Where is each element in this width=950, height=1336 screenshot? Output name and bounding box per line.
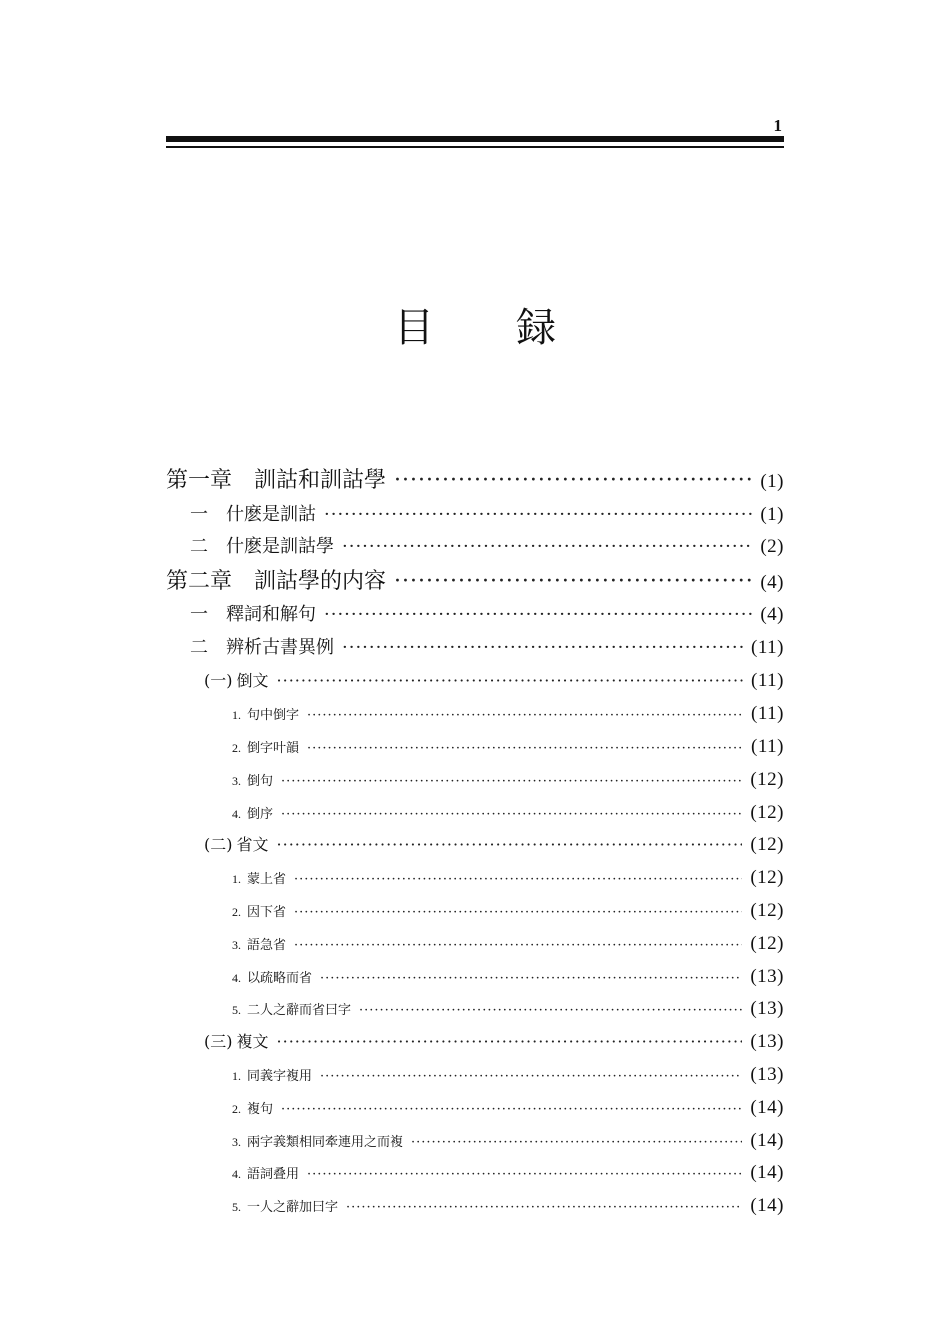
toc-title: 句中倒字 [247, 708, 300, 723]
toc-number: 一 [190, 604, 208, 625]
toc-entry [232, 1095, 784, 1121]
toc-page: (13) [750, 1064, 784, 1085]
dot-leader [394, 466, 752, 496]
toc-page: (14) [750, 1097, 784, 1118]
toc-entry [190, 501, 784, 529]
toc-page: (4) [760, 572, 784, 593]
toc-title: 什麽是訓詁 [226, 504, 316, 525]
toc-title: 辨析古書異例 [226, 637, 334, 658]
toc-entry [232, 1128, 784, 1154]
toc-number: 4. [232, 807, 241, 821]
toc-number: 5. [232, 1003, 241, 1017]
toc-title: 蒙上省 [247, 872, 287, 887]
dot-leader [307, 1162, 742, 1186]
toc-page: (11) [751, 637, 784, 658]
dot-leader [277, 832, 743, 858]
toc-number: 第二章 [166, 569, 233, 594]
toc-title: 同義字複用 [247, 1069, 313, 1084]
toc-entry [232, 701, 784, 727]
toc-entry [232, 767, 784, 793]
toc-number: 1. [232, 708, 241, 722]
toc-number: 2. [232, 1102, 241, 1116]
dot-leader [281, 1097, 742, 1121]
dot-leader [307, 703, 743, 727]
toc-page: (11) [751, 670, 784, 691]
toc-number: (二) [204, 835, 233, 854]
toc-entry [204, 1029, 784, 1055]
toc-page: (12) [750, 769, 784, 790]
dot-leader [342, 533, 752, 561]
toc-page: (12) [750, 802, 784, 823]
dot-leader [281, 769, 742, 793]
toc-page: (12) [750, 900, 784, 921]
toc-page: (12) [750, 867, 784, 888]
toc-entry [232, 1062, 784, 1088]
toc-page: (14) [750, 1162, 784, 1183]
toc-title: 倒字叶韻 [247, 741, 300, 756]
dot-leader [324, 601, 752, 629]
toc-page: (13) [750, 998, 784, 1019]
toc-title: 語急省 [247, 938, 287, 953]
toc-number: 3. [232, 1135, 241, 1149]
dot-leader [294, 900, 742, 924]
toc-entry [232, 931, 784, 957]
toc-number: 5. [232, 1200, 241, 1214]
page-title-char-1: 目 [394, 305, 434, 351]
toc-page: (1) [760, 471, 784, 492]
toc-number: 1. [232, 1069, 241, 1083]
toc-title: 訓詁和訓詁學 [254, 468, 387, 493]
toc-page: (14) [750, 1130, 784, 1151]
toc-entry [166, 466, 784, 496]
toc-page: (13) [750, 1031, 784, 1052]
dot-leader [307, 736, 743, 760]
dot-leader [294, 867, 742, 891]
toc-title: 因下省 [247, 905, 287, 920]
toc-title: 以疏略而省 [247, 971, 313, 986]
toc-number: 二 [190, 637, 208, 658]
toc-number: 二 [190, 536, 208, 557]
toc-entry [190, 601, 784, 629]
toc-title: 倒文 [236, 671, 269, 690]
toc-entry [232, 865, 784, 891]
dot-leader [394, 567, 752, 597]
toc-page: (14) [750, 1195, 784, 1216]
toc-entry [232, 964, 784, 990]
dot-leader [277, 668, 744, 694]
toc-entry [204, 668, 784, 694]
toc-entry [232, 898, 784, 924]
page-number: 1 [773, 116, 782, 135]
toc-page: (12) [750, 834, 784, 855]
toc-page: (11) [751, 703, 784, 724]
toc-page: (13) [750, 966, 784, 987]
dot-leader [320, 1064, 742, 1088]
toc-title: 訓詁學的内容 [254, 569, 387, 594]
toc-page: (12) [750, 933, 784, 954]
toc-title: 省文 [236, 835, 269, 854]
toc-number: 1. [232, 872, 241, 886]
toc-number: 3. [232, 774, 241, 788]
toc-entry [232, 1160, 784, 1186]
page-title-char-2: 録 [516, 305, 556, 351]
toc-title: 倒序 [247, 807, 274, 822]
toc-number: 2. [232, 741, 241, 755]
toc-number: 4. [232, 1167, 241, 1181]
toc-entry [232, 996, 784, 1022]
toc-title: 一人之辭加曰字 [247, 1200, 339, 1215]
toc-number: 4. [232, 971, 241, 985]
toc-number: 第一章 [166, 468, 233, 493]
dot-leader [320, 966, 742, 990]
toc-entry [232, 1193, 784, 1219]
toc-title: 倒句 [247, 774, 274, 789]
toc-number: 2. [232, 905, 241, 919]
toc-entry [190, 533, 784, 561]
dot-leader [411, 1130, 742, 1154]
toc-number: 3. [232, 938, 241, 952]
dot-leader [281, 802, 742, 826]
toc-title: 複句 [247, 1102, 274, 1117]
toc-title: 什麽是訓詁學 [226, 536, 334, 557]
toc-entry [166, 567, 784, 597]
toc-title: 兩字義類相同牽連用之而複 [247, 1135, 404, 1150]
toc-entry [204, 832, 784, 858]
toc-entry [232, 800, 784, 826]
toc-title: 語詞叠用 [247, 1167, 300, 1182]
dot-leader [277, 1029, 743, 1055]
toc-page: (4) [760, 604, 784, 625]
toc-page: (1) [760, 504, 784, 525]
dot-leader [324, 501, 752, 529]
dot-leader [294, 933, 742, 957]
dot-leader [342, 634, 743, 662]
toc-entry [190, 634, 784, 662]
toc-page: (2) [760, 536, 784, 557]
toc-number: 一 [190, 504, 208, 525]
toc-title: 二人之辭而省曰字 [247, 1003, 352, 1018]
toc-entry [232, 734, 784, 760]
dot-leader [359, 998, 742, 1022]
toc-page: (11) [751, 736, 784, 757]
toc-title: 釋詞和解句 [226, 604, 316, 625]
toc-number: (三) [204, 1032, 233, 1051]
toc-number: (一) [204, 671, 233, 690]
toc-title: 複文 [236, 1032, 269, 1051]
dot-leader [346, 1195, 742, 1219]
